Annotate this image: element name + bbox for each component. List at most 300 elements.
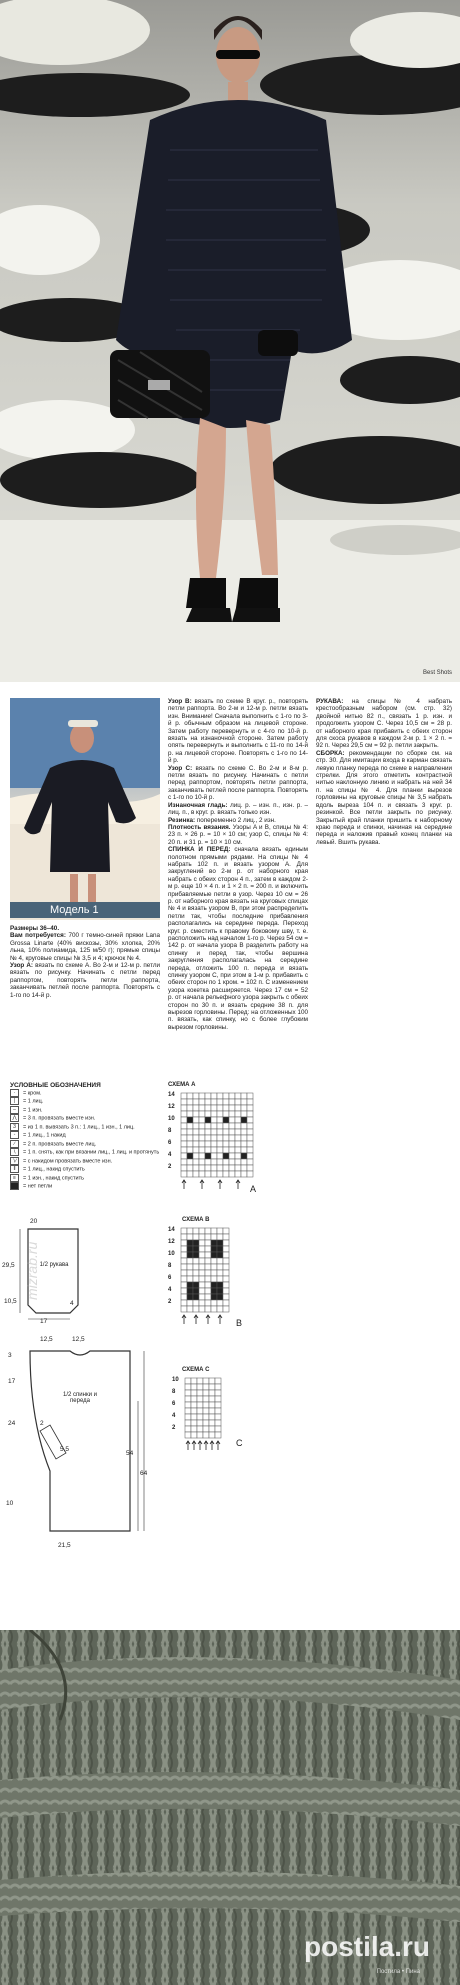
chart-cell [211, 1240, 217, 1246]
schema-a-title: СХЕМА A [168, 1082, 196, 1088]
chart-cell [187, 1252, 193, 1258]
row-number: 4 [168, 1152, 172, 1158]
chart-cell [217, 1252, 223, 1258]
chart-cell [193, 1105, 199, 1111]
chart-cell [217, 1300, 223, 1306]
pattern-a-heading: Узор A: [10, 962, 34, 970]
row-number: 8 [168, 1128, 172, 1134]
chart-cell [193, 1159, 199, 1165]
chart-cell [217, 1234, 223, 1240]
legend-text: = 1 изн. [23, 1107, 43, 1114]
legend-item [10, 1106, 160, 1114]
chart-cell [205, 1306, 211, 1312]
rib-heading: Резинка: [168, 816, 196, 824]
legend-symbol: ∕ [10, 1140, 19, 1148]
legend-text: = из 1 п. вывязать 3 п.: 1 лиц., 1 изн., 1 лиц. [23, 1124, 135, 1131]
chart-cell [193, 1246, 199, 1252]
chart-cell [223, 1240, 229, 1246]
chart-cell [193, 1276, 199, 1282]
repeat-arrow [218, 1180, 222, 1189]
chart-cell [187, 1264, 193, 1270]
chart-cell [193, 1099, 199, 1105]
chart-cell [187, 1240, 193, 1246]
chart-cell [205, 1240, 211, 1246]
chart-cell [181, 1270, 187, 1276]
pattern-b-heading: Узор B: [168, 698, 192, 705]
sleeves-heading: РУКАВА: [316, 698, 344, 705]
chart-cell [181, 1228, 187, 1234]
schema-b-title: СХЕМА B [182, 1217, 210, 1223]
chart-cell [209, 1420, 215, 1426]
chart-cell [211, 1282, 217, 1288]
chart-cell [217, 1228, 223, 1234]
legend-symbol: | [10, 1097, 19, 1105]
chart-cell [217, 1147, 223, 1153]
repeat-arrow [206, 1315, 210, 1324]
chart-cell [187, 1270, 193, 1276]
chart-cell [193, 1228, 199, 1234]
chart-cell [229, 1093, 235, 1099]
chart-cell [205, 1246, 211, 1252]
sleeve-dim-3: 10,5 [4, 1298, 17, 1305]
chart-cell [197, 1378, 203, 1384]
chart-cell [203, 1390, 209, 1396]
row-number: 6 [172, 1401, 176, 1407]
chart-cell [187, 1171, 193, 1177]
legend-item [10, 1097, 160, 1105]
legend-text: = кром. [23, 1090, 42, 1097]
chart-cell [209, 1414, 215, 1420]
postila-watermark: postila.ru [303, 1931, 430, 1962]
chart-cell [241, 1153, 247, 1159]
row-number: 8 [172, 1389, 176, 1395]
chart-cell [217, 1306, 223, 1312]
chart-cell [199, 1264, 205, 1270]
chart-cell [199, 1147, 205, 1153]
repeat-arrow [182, 1180, 186, 1189]
chart-cell [229, 1147, 235, 1153]
chart-cell [223, 1276, 229, 1282]
chart-cell [247, 1093, 253, 1099]
rib-text: попеременно 2 лиц., 2 изн. [196, 816, 276, 824]
legend-item [10, 1131, 160, 1139]
materials-heading: Вам потребуется: [10, 932, 66, 940]
chart-cell [185, 1426, 191, 1432]
legend-text: = с накидом провязать вместе изн. [23, 1158, 113, 1165]
chart-cell [241, 1105, 247, 1111]
chart-cell [181, 1294, 187, 1300]
chart-cell [205, 1117, 211, 1123]
chart-cell [247, 1117, 253, 1123]
back-heading: СПИНКА И ПЕРЕД: [168, 846, 231, 854]
back-paragraph [168, 846, 308, 1031]
schema-c-grid [184, 1377, 222, 1456]
chart-cell [205, 1264, 211, 1270]
chart-cell [229, 1141, 235, 1147]
chart-cell [211, 1246, 217, 1252]
chart-cell [223, 1288, 229, 1294]
chart-cell [223, 1258, 229, 1264]
chart-cell [217, 1123, 223, 1129]
pattern-b-paragraph [168, 698, 308, 765]
sleeve-dim-1: 20 [30, 1218, 38, 1225]
chart-cell [191, 1432, 197, 1438]
chart-cell [187, 1129, 193, 1135]
legend-item [10, 1182, 160, 1190]
chart-cell [199, 1294, 205, 1300]
chart-cell [185, 1420, 191, 1426]
back-text: сначала вязать единым полотном прямыми рядами. На спицы № 4 набрать 102 п. и вязать узором A. Для закруглений во 2-м р. от наборного края набрать с обеих сторон 4 п., затем в каждом 2-м р. еще 10 × 4 п. и 1 × 2 п. = 200 п. и включить прибавляемые петли в узор. Через 10 см = 26 р. от наборного края вязать на круговых спицах № 4 и вязать узором B, при этом распределить петли так, чтобы последние прибавления располагались на середине переда. Переход круг. р. сместить к правому боковому шву, т. е. расположить над началом 1-го р. Через 54 см = 142 р. от начала узора B разделить работу на спинку и перед так, чтобы вершина закругления располагалась на середине переда, отложить 100 п. переда и вязать спинку узором C, при этом в 1-м р. прибавить с обеих сторон по 1 кром. = 102 п. С изменением узора кокетка расширяется. Через 17 см = 52 р. от начала рельефного узора закрыть с обеих сторон по 30 п. и вязать средние 38 п. для вырезов горловины. Перед: на отложенных 100 п. вязать, как спинку, но с более глубоким вырезом горловины. [168, 846, 308, 1031]
chart-cell [191, 1390, 197, 1396]
row-number: 2 [168, 1299, 172, 1305]
schema-a-letter: A [250, 1184, 257, 1194]
schema-a-grid [180, 1092, 257, 1195]
sleeve-dim-4: 17 [40, 1318, 48, 1325]
chart-cell [187, 1123, 193, 1129]
repeat-arrow [204, 1441, 208, 1450]
row-number: 6 [168, 1140, 172, 1146]
chart-cell [217, 1246, 223, 1252]
chart-cell [191, 1378, 197, 1384]
chart-cell [223, 1294, 229, 1300]
chart-cell [205, 1258, 211, 1264]
chart-cell [205, 1159, 211, 1165]
chart-cell [193, 1252, 199, 1258]
chart-cell [211, 1288, 217, 1294]
chart-cell [229, 1165, 235, 1171]
chart-cell [247, 1105, 253, 1111]
chart-cell [197, 1414, 203, 1420]
chart-cell [181, 1252, 187, 1258]
legend-symbol: ‖ [10, 1165, 19, 1173]
chart-cell [187, 1159, 193, 1165]
chart-cell [223, 1105, 229, 1111]
chart-cell [193, 1165, 199, 1171]
chart-cell [181, 1300, 187, 1306]
chart-cell [181, 1282, 187, 1288]
chart-cell [181, 1240, 187, 1246]
chart-cell [185, 1384, 191, 1390]
chart-cell [199, 1123, 205, 1129]
rib-paragraph [168, 817, 308, 824]
legend-symbol: ≡ [10, 1174, 19, 1182]
chart-cell [181, 1117, 187, 1123]
chart-cell [199, 1276, 205, 1282]
legend-text: = 1 лиц., 1 накид [23, 1132, 66, 1139]
legend-symbol [10, 1182, 19, 1190]
legend-text: = 1 лиц., накид спустить [23, 1166, 85, 1173]
chart-cell [187, 1246, 193, 1252]
chart-cell [199, 1288, 205, 1294]
chart-cell [187, 1234, 193, 1240]
chart-cell [211, 1270, 217, 1276]
chart-cell [185, 1402, 191, 1408]
chart-cell [223, 1123, 229, 1129]
chart-cell [187, 1288, 193, 1294]
chart-cell [217, 1135, 223, 1141]
legend-list [10, 1089, 160, 1190]
repeat-arrow [192, 1441, 196, 1450]
chart-cell [199, 1300, 205, 1306]
schema-a-svg [180, 1092, 254, 1190]
side-watermark: mizrab.ru [24, 1241, 40, 1300]
chart-cell [193, 1288, 199, 1294]
runway-photo [0, 0, 460, 682]
chart-cell [203, 1426, 209, 1432]
chart-cell [241, 1117, 247, 1123]
sleeves-paragraph [316, 698, 452, 750]
chart-cell [181, 1141, 187, 1147]
body-dim-11: 5,5 [60, 1446, 70, 1453]
chart-cell [181, 1159, 187, 1165]
chart-cell [241, 1141, 247, 1147]
legend-text: = 2 п. провязать вместе лиц. [23, 1141, 97, 1148]
chart-cell [203, 1384, 209, 1390]
chart-cell [247, 1135, 253, 1141]
chart-cell [199, 1105, 205, 1111]
body-dim-2: 12,5 [72, 1336, 85, 1343]
chart-cell [199, 1234, 205, 1240]
chart-cell [217, 1111, 223, 1117]
materials-paragraph [10, 932, 160, 962]
legend-item [10, 1089, 160, 1097]
chart-cell [199, 1246, 205, 1252]
chart-cell [209, 1402, 215, 1408]
density-text: Узоры A и B, спицы № 4: 23 п. × 26 р. = 10 × 10 см; узор C, спицы № 4: 20 п. и 31 р. = 10 × 10 см. [168, 823, 309, 846]
density-heading: Плотность вязания. [168, 823, 231, 831]
chart-cell [247, 1111, 253, 1117]
chart-cell [223, 1093, 229, 1099]
chart-cell [235, 1123, 241, 1129]
chart-cell [217, 1264, 223, 1270]
chart-cell [193, 1135, 199, 1141]
body-schematic [20, 1345, 150, 1545]
sizes-text: Размеры 36–40. [10, 925, 60, 932]
legend-symbol: ∖ [10, 1148, 19, 1156]
legend-item [10, 1165, 160, 1173]
chart-cell [209, 1396, 215, 1402]
chart-cell [199, 1153, 205, 1159]
chart-cell [205, 1294, 211, 1300]
legend-text: = нет петли [23, 1183, 53, 1190]
chart-cell [223, 1099, 229, 1105]
chart-cell [235, 1135, 241, 1141]
chart-cell [217, 1276, 223, 1282]
chart-cell [215, 1390, 221, 1396]
chart-cell [181, 1093, 187, 1099]
chart-cell [215, 1384, 221, 1390]
chart-cell [211, 1252, 217, 1258]
schema-c-letter: C [236, 1438, 243, 1448]
runway-photo-art [0, 0, 460, 682]
sleeve-dim-2: 29,5 [2, 1262, 15, 1269]
chart-cell [247, 1159, 253, 1165]
chart-cell [193, 1282, 199, 1288]
chart-cell [187, 1258, 193, 1264]
chart-cell [187, 1147, 193, 1153]
legend [10, 1082, 160, 1190]
chart-cell [215, 1414, 221, 1420]
chart-cell [211, 1129, 217, 1135]
chart-cell [187, 1111, 193, 1117]
chart-cell [217, 1282, 223, 1288]
chart-cell [203, 1408, 209, 1414]
chart-cell [181, 1123, 187, 1129]
chart-cell [229, 1159, 235, 1165]
chart-cell [247, 1153, 253, 1159]
chart-cell [241, 1147, 247, 1153]
repeat-arrow [186, 1441, 190, 1450]
chart-cell [229, 1117, 235, 1123]
chart-cell [215, 1432, 221, 1438]
chart-cell [199, 1228, 205, 1234]
chart-cell [203, 1378, 209, 1384]
chart-cell [235, 1153, 241, 1159]
chart-cell [209, 1378, 215, 1384]
schema-b-letter: B [236, 1318, 243, 1328]
chart-cell [187, 1105, 193, 1111]
chart-cell [187, 1093, 193, 1099]
chart-cell [187, 1306, 193, 1312]
chart-cell [211, 1264, 217, 1270]
chart-cell [205, 1153, 211, 1159]
chart-cell [223, 1228, 229, 1234]
chart-cell [229, 1171, 235, 1177]
chart-cell [193, 1300, 199, 1306]
chart-cell [241, 1135, 247, 1141]
chart-cell [209, 1390, 215, 1396]
chart-cell [241, 1159, 247, 1165]
chart-cell [241, 1129, 247, 1135]
legend-symbol: ◦ [10, 1131, 19, 1139]
legend-item [10, 1140, 160, 1148]
repeat-arrow [200, 1180, 204, 1189]
purl-heading: Изнаночная гладь: [168, 801, 228, 809]
legend-text: = 3 п. провязать вместе изн. [23, 1115, 96, 1122]
chart-cell [215, 1396, 221, 1402]
body-dim-5: 24 [8, 1420, 16, 1427]
row-number: 6 [168, 1275, 172, 1281]
chart-cell [223, 1252, 229, 1258]
chart-cell [193, 1270, 199, 1276]
chart-cell [181, 1306, 187, 1312]
chart-cell [205, 1135, 211, 1141]
chart-cell [217, 1171, 223, 1177]
pattern-c-heading: Узор C: [168, 764, 193, 772]
chart-cell [247, 1147, 253, 1153]
chart-cell [217, 1294, 223, 1300]
chart-cell [191, 1420, 197, 1426]
chart-cell [205, 1252, 211, 1258]
chart-cell [193, 1147, 199, 1153]
chart-cell [211, 1294, 217, 1300]
sleeve-dim-5: 4 [70, 1300, 74, 1307]
repeat-arrow [210, 1441, 214, 1450]
legend-item [10, 1123, 160, 1131]
chart-cell [187, 1165, 193, 1171]
chart-cell [247, 1171, 253, 1177]
assembly-text: рекомендации по сборке см. на стр. 30. Для имитации входа в карман связать левую планку переда по схеме в направлении стрелки. Для этого отметить контрастной нитью наклонную линию и набрать на ней 34 п. на спицы № 4. Для планки вырезов горловины на круговые спицы № 3,5 набрать вдоль выреза 104 п. и связать 3 круг. р. резинкой. Все петли закрыть по рисунку. Закрытый край планки пришить к наборному краю переда и спинки, начиная на середине переда и наложив правый конец планки на левый. Вшить рукава. [316, 749, 453, 846]
chart-cell [241, 1099, 247, 1105]
sleeves-text: на спицы № 4 набрать крестообразным набором (см. стр. 32) двойной нитью 82 п., связать 1 р. изн. и продолжить узором C. Через 10,5 см = 28 р. от наборного края прибавить с обеих сторон для скоса рукавов в каждом 2-м р. 1 × 2 п. = 92 п. Через 29,5 см = 92 р. петли закрыть. [316, 698, 452, 750]
legend-symbol: – [10, 1106, 19, 1114]
chart-cell [199, 1117, 205, 1123]
chart-cell [193, 1153, 199, 1159]
chart-cell [235, 1093, 241, 1099]
repeat-arrow [182, 1315, 186, 1324]
chart-cell [193, 1258, 199, 1264]
chart-cell [247, 1099, 253, 1105]
chart-cell [181, 1258, 187, 1264]
materials-text: 700 г темно-синей пряжи Lana Grossa Linarte (40% вискозы, 30% хлопка, 20% льна, 10% полиамида, 125 м/50 г); прямые спицы № 4, круговые спицы № 3,5 и 4; крючок № 4. [10, 932, 161, 962]
chart-cell [211, 1234, 217, 1240]
row-number: 14 [168, 1092, 175, 1098]
legend-item [10, 1148, 160, 1156]
chart-cell [211, 1105, 217, 1111]
chart-cell [193, 1093, 199, 1099]
row-number: 10 [168, 1116, 175, 1122]
chart-cell [181, 1288, 187, 1294]
chart-cell [205, 1228, 211, 1234]
repeat-arrow [198, 1441, 202, 1450]
body-dim-8: 10 [6, 1500, 14, 1507]
schema-b-svg [180, 1227, 230, 1325]
chart-cell [247, 1129, 253, 1135]
chart-cell [247, 1123, 253, 1129]
chart-cell [181, 1276, 187, 1282]
photo-credit: Best Shots [422, 670, 452, 676]
chart-cell [217, 1129, 223, 1135]
chart-cell [199, 1165, 205, 1171]
chart-cell [193, 1123, 199, 1129]
chart-cell [181, 1111, 187, 1117]
legend-symbol: ∖∕ [10, 1157, 19, 1165]
chart-cell [193, 1117, 199, 1123]
schema-c-title: СХЕМА C [182, 1367, 210, 1373]
legend-text: = 1 лиц. [23, 1098, 44, 1105]
chart-cell [203, 1396, 209, 1402]
chart-cell [211, 1228, 217, 1234]
chart-cell [203, 1432, 209, 1438]
chart-cell [205, 1129, 211, 1135]
chart-cell [181, 1135, 187, 1141]
purl-paragraph [168, 802, 308, 817]
chart-cell [217, 1258, 223, 1264]
legend-item [10, 1114, 160, 1122]
chart-cell [211, 1099, 217, 1105]
chart-cell [205, 1288, 211, 1294]
chart-cell [215, 1378, 221, 1384]
chart-cell [199, 1282, 205, 1288]
chart-cell [217, 1093, 223, 1099]
chart-cell [187, 1276, 193, 1282]
pattern-c-paragraph [168, 765, 308, 802]
model-photo-art [10, 698, 160, 920]
chart-cell [191, 1426, 197, 1432]
chart-cell [235, 1105, 241, 1111]
body-label: 1/2 спинки и переда [63, 1392, 97, 1404]
chart-cell [211, 1111, 217, 1117]
legend-symbol: · [10, 1089, 19, 1097]
chart-cell [223, 1111, 229, 1117]
chart-cell [247, 1141, 253, 1147]
chart-cell [199, 1306, 205, 1312]
pattern-a-paragraph [10, 962, 160, 999]
pattern-c-text: вязать по схеме C. Во 2-м и 8-м р. петли вязать по рисунку. Начинать с петли перед раппортом, повторять петли раппорта, заканчивать петлей после раппорта. Повторять с 1-го по 10-й р. [168, 764, 308, 802]
chart-cell [217, 1117, 223, 1123]
chart-cell [217, 1288, 223, 1294]
chart-cell [193, 1294, 199, 1300]
